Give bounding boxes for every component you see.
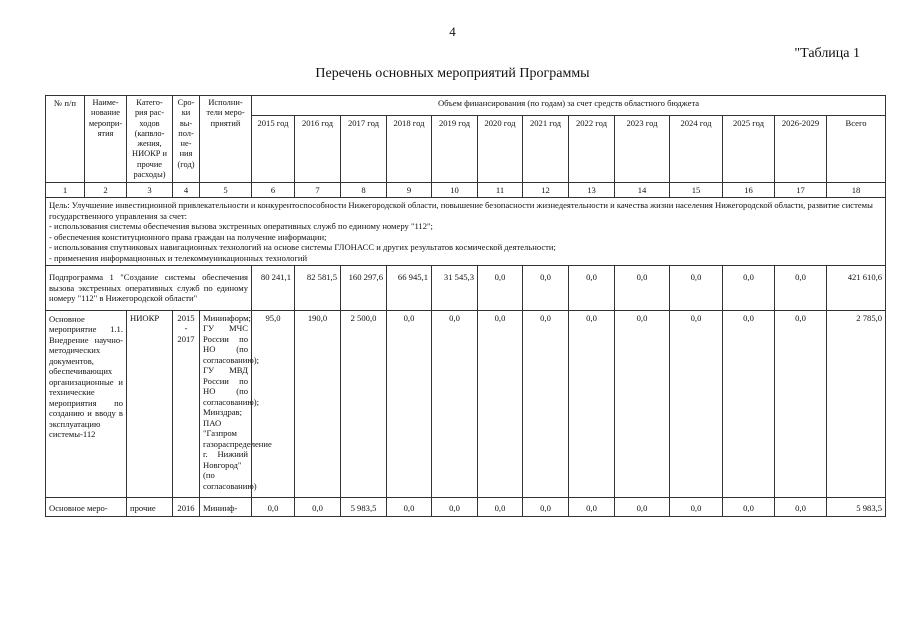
header-year: 2018 год [387,116,432,183]
goal-line: - обеспечения конституционного права граждан на получение информации; [49,231,327,242]
subprogram-value: 66 945,1 [387,266,432,310]
column-number: 8 [341,183,387,198]
header-year: 2023 год [615,116,670,183]
subprogram-name: Подпрограмма 1 "Создание системы обеспечения вызова экстренных оперативных служб по единому номеру "112" в Нижегородской области" [46,266,252,310]
header-col-term: Сро-ки вы-пол-не-ния (год) [173,96,200,183]
measure-value: 0,0 [670,310,723,497]
page-number: 4 [449,24,456,39]
measure-value: 0,0 [252,498,295,516]
measure-category: прочие [127,498,173,516]
measure-value: 0,0 [723,310,775,497]
goal-line: Цель: Улучшение инвестиционной привлекательности и конкурентоспособности Нижегородской области, повышение безопасности жизнедеятельности и качества жизни населения Нижегородской области, развитие системы государственного управления за счет: [49,200,873,221]
header-col-executors: Исполни-тели меро-приятий [200,96,252,183]
subprogram-value: 0,0 [775,266,827,310]
header-year: 2019 год [432,116,478,183]
measure-value: 0,0 [523,310,569,497]
column-number: 15 [670,183,723,198]
measure-value: 0,0 [723,498,775,516]
measure-value: 2 500,0 [341,310,387,497]
measure-value: 0,0 [387,310,432,497]
goal-row [46,198,886,266]
subprogram-value: 0,0 [523,266,569,310]
column-number: 9 [387,183,432,198]
column-number: 18 [827,183,886,198]
header-year: 2016 год [295,116,341,183]
measure-value: 0,0 [295,498,341,516]
subprogram-total: 421 610,6 [827,266,886,310]
column-number: 10 [432,183,478,198]
header-year: 2017 год [341,116,387,183]
goal-line: - использования системы обеспечения вызова экстренных оперативных служб по единому номеру "112"; [49,221,433,232]
measure-executors: Мининформ; ГУ МЧС России по НО (по согласованию); ГУ МВД России по НО (по согласованию); Минздрав; ПАО "Газпром газораспределение г. Нижний Новгород" (по согласованию) [200,310,252,497]
column-number: 5 [200,183,252,198]
subprogram-value: 0,0 [615,266,670,310]
measure-value: 0,0 [432,310,478,497]
goal-cell [46,198,886,266]
header-year-total: Всего [827,116,886,183]
subprogram-value: 0,0 [569,266,615,310]
measure-value: 0,0 [615,498,670,516]
column-number: 1 [46,183,85,198]
column-number: 3 [127,183,173,198]
column-number: 4 [173,183,200,198]
header-year: 2020 год [478,116,523,183]
header-year: 2021 год [523,116,569,183]
column-number: 16 [723,183,775,198]
subprogram-row [46,266,886,310]
measure-total: 5 983,5 [827,498,886,516]
measure-value: 0,0 [569,498,615,516]
subprogram-value: 0,0 [670,266,723,310]
column-number: 13 [569,183,615,198]
subprogram-value: 0,0 [723,266,775,310]
measure-value: 0,0 [775,498,827,516]
column-number: 11 [478,183,523,198]
subprogram-value: 80 241,1 [252,266,295,310]
column-number: 2 [85,183,127,198]
measure-term: 2016 [173,498,200,516]
measure-category: НИОКР [127,310,173,497]
column-number-row [46,183,886,198]
goal-line: - применения информационных и телекоммуникационных технологий [49,252,308,263]
header-row [46,96,886,116]
column-number: 7 [295,183,341,198]
header-year: 2025 год [723,116,775,183]
measure-total: 2 785,0 [827,310,886,497]
measure-executors: Мининф- [200,498,252,516]
subprogram-value: 0,0 [478,266,523,310]
column-number: 14 [615,183,670,198]
measure-value: 0,0 [569,310,615,497]
measure-value: 0,0 [523,498,569,516]
table-row [46,310,886,497]
header-funding-title: Объем финансирования (по годам) за счет средств областного бюджета [252,96,886,116]
measures-table [45,95,886,517]
measure-term: 2015 - 2017 [173,310,200,497]
header-col-name: Наиме-нование меропри-ятия [85,96,127,183]
measure-name: Основное меро- [46,498,127,516]
subprogram-value: 82 581,5 [295,266,341,310]
measure-value: 0,0 [670,498,723,516]
document-title: Перечень основных мероприятий Программы [315,66,590,81]
goal-line: - использования спутниковых навигационных технологий на основе системы ГЛОНАСС и других результатов космической деятельности; [49,242,556,253]
header-year: 2022 год [569,116,615,183]
measure-value: 0,0 [615,310,670,497]
measure-name: Основное мероприятие 1.1. Внедрение научно-методических документов, обеспечивающих организационные и технические мероприятия по созданию и вводу в эксплуатацию системы-112 [46,310,127,497]
measure-value: 0,0 [478,310,523,497]
column-number: 6 [252,183,295,198]
measure-value: 0,0 [775,310,827,497]
measure-value: 0,0 [478,498,523,516]
header-col-category: Катего-рия рас-ходов (капвло-жения, НИОКР и прочие расходы) [127,96,173,183]
header-year: 2026-2029 [775,116,827,183]
measure-value: 95,0 [252,310,295,497]
column-number: 17 [775,183,827,198]
subprogram-value: 31 545,3 [432,266,478,310]
measure-value: 0,0 [387,498,432,516]
measure-value: 5 983,5 [341,498,387,516]
table-row [46,498,886,516]
column-number: 12 [523,183,569,198]
table-label: "Таблица 1 [794,46,860,61]
header-col-number: № п/п [46,96,85,183]
measure-value: 190,0 [295,310,341,497]
header-year: 2024 год [670,116,723,183]
header-year: 2015 год [252,116,295,183]
subprogram-value: 160 297,6 [341,266,387,310]
measure-value: 0,0 [432,498,478,516]
